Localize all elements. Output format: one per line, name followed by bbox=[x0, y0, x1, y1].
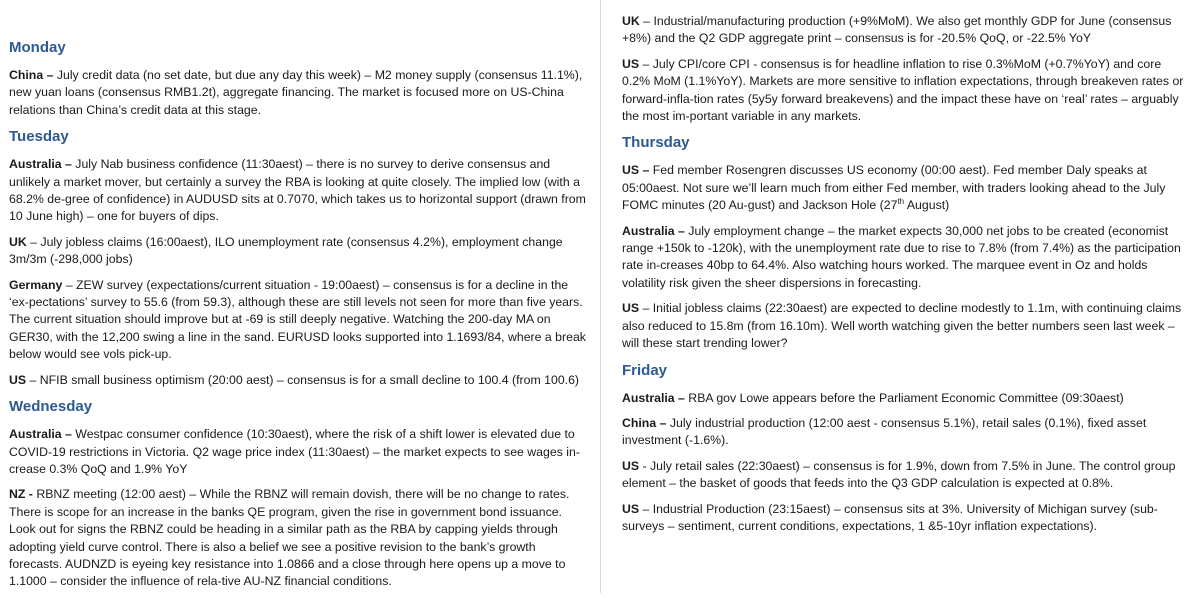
entry: Australia – Westpac consumer confidence (10:30aest), where the risk of a shift lower is elevated due to COVID-19 restrictions in Victoria. Q2 wage price index (11:30aest) – the market expects to see wages in-crease 0.3% QoQ and 1.9% YoY bbox=[9, 427, 580, 476]
entry: NZ - RBNZ meeting (12:00 aest) – While the RBNZ will remain dovish, there will be no change to rates. There is scope for an increase in the banks QE program, given the rise in government bond issuance. Look out for signs the RBNZ could be heading in a similar path as the RBA by capping yields through adopting yield curve control. There is also a belief we see a positive revision to the bank’s growth forecasts. AUDNZD is eyeing key resistance into 1.0866 and a close through here opens up a move to 1.1000 – consider the influence of rela-tive AU-NZ financial conditions. bbox=[9, 487, 570, 589]
column-divider bbox=[600, 0, 601, 593]
entry: Australia – July Nab business confidence (11:30aest) – there is no survey to derive consensus and unlikely a market mover, but certainly a survey the RBA is looking at quite closely. The implied low (with a 68.2% de-gree of confidence) in AUDUSD sits at 0.7070, which takes us to horizontal support (drawn from 10 June high) – one for buyers of dips. bbox=[9, 157, 586, 224]
entry: China – July credit data (no set date, but due any day this week) – M2 money supply (consensus 11.1%), new yuan loans (consensus RMB1.2t), aggregate financing. The market is focused more on US-China relations than China’s credit data at this stage. bbox=[9, 68, 583, 117]
entry: China – July industrial production (12:00 aest - consensus 5.1%), retail sales (0.1%), fixed asset investment (-1.6%). bbox=[622, 415, 1147, 448]
heading-thursday: Thursday bbox=[622, 134, 690, 152]
left-column bbox=[9, 38, 589, 599]
entry: UK – Industrial/manufacturing production (+9%MoM). We also get monthly GDP for June (consensus +8%) and the Q2 GDP aggregate print – consensus is for -20.5% QoQ, or -22.5% YoY bbox=[622, 14, 1172, 46]
heading-monday: Monday bbox=[9, 39, 66, 56]
entry: US - July retail sales (22:30aest) – consensus is for 1.9%, down from 7.5% in June. The control group element – the basket of goods that feeds into the Q3 GDP calculation is expected at 0.8%. bbox=[622, 458, 1176, 491]
heading-wednesday: Wednesday bbox=[9, 398, 93, 416]
heading-tuesday: Tuesday bbox=[9, 128, 69, 146]
entry: US – Fed member Rosengren discusses US economy (00:00 aest). Fed member Daly speaks at 05:00aest. Not sure we’ll learn much from either Fed member, with traders looking ahead to the July FOMC minutes (20 Au-gust) and Jackson Hole (27th August) bbox=[622, 163, 1166, 213]
entry: US – NFIB small business optimism (20:00 aest) – consensus is for a small decline to 100.4 (from 100.6) bbox=[9, 372, 580, 387]
entry: Germany – ZEW survey (expectations/current situation - 19:00aest) – consensus is for a decline in the ‘ex-pectations’ survey to 55.6 (from 59.3), although these are still levels not seen for more than five years. The current situation should improve but at -69 is still deeply negative. Watching the 200-day MA on GER30, with the 12,200 swing a line in the sand. EURUSD looks supported into 1.1693/84, where a break below would see vols pick-up. bbox=[9, 277, 586, 362]
entry: US – Initial jobless claims (22:30aest) are expected to decline modestly to 1.1m, with continuing claims also reduced to 15.8m (from 16.10m). Well worth watching given the better numbers seen last week – will these start trending lower? bbox=[622, 301, 1182, 351]
heading-friday: Friday bbox=[622, 361, 668, 379]
entry: UK – July jobless claims (16:00aest), ILO unemployment rate (consensus 4.2%), employment change 3m/3m (-298,000 jobs) bbox=[9, 234, 563, 267]
right-column bbox=[622, 13, 1187, 543]
entry: Australia – RBA gov Lowe appears before the Parliament Economic Committee (09:30aest) bbox=[622, 390, 1124, 405]
entry: US – Industrial Production (23:15aest) – consensus sits at 3%. University of Michigan survey (sub-surveys – sentiment, current conditions, expectations, 1 &5-10yr inflation expectations). bbox=[622, 501, 1158, 533]
entry: Australia – July employment change – the market expects 30,000 net jobs to be created (economist range +150k to -120k), with the unemployment rate due to rise to 7.8% (from 7.4%) as the participation rate in-creases 40bp to 64.4%. Also watching hours worked. The marquee event in Oz and holds volatility risk given the sheer dispersions in forecasting. bbox=[622, 223, 1181, 290]
entry: US – July CPI/core CPI - consensus is for headline inflation to rise 0.3%MoM (+0.7%YoY) and core 0.2% MoM (1.1%YoY). Markets are more sensitive to inflation expectations, through breakeven rates or forward-infla-tion rates (5y5y forward breakevens) and the impact these have on ‘real’ rates – arguably the most im-portant variable in any markets. bbox=[622, 56, 1184, 124]
